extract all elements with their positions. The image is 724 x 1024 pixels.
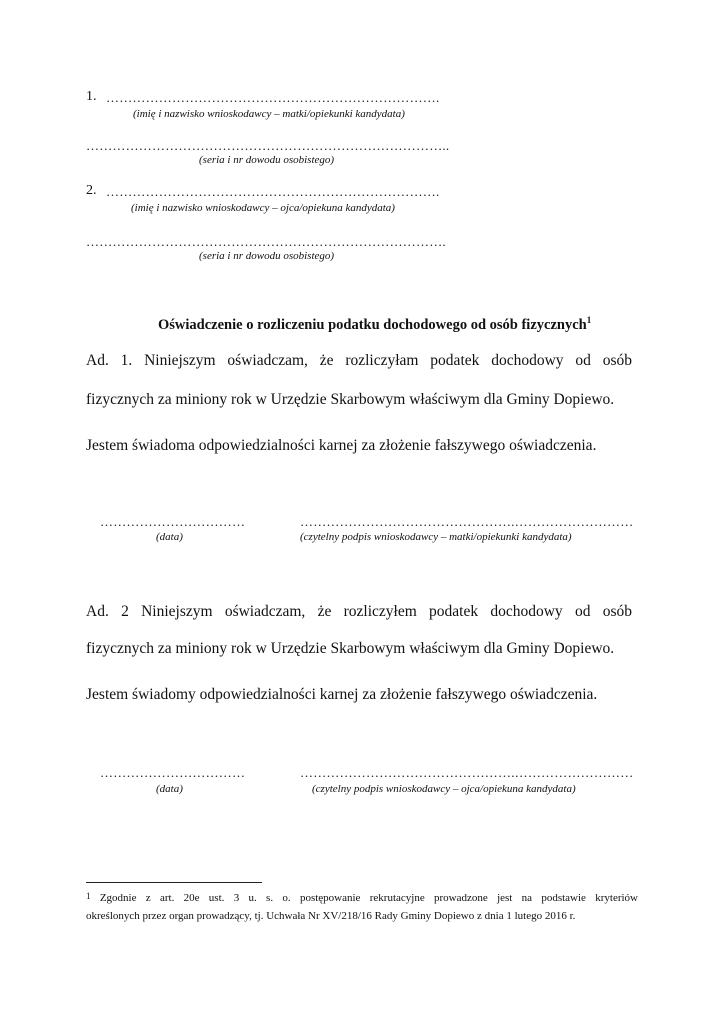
section-2-line-3: Jestem świadomy odpowiedzialności karnej za złożenie fałszywego oświadczenia. [86, 686, 598, 703]
document-title [158, 317, 591, 334]
applicant-2-name-field: …………………………………………………………………. [106, 184, 440, 199]
section-2-signature-field: ………………………………………….……………………… [300, 765, 634, 780]
section-2-signature-caption: (czytelny podpis wnioskodawcy – ojca/opiekuna kandydata) [312, 783, 576, 795]
footnote-separator [86, 882, 262, 883]
applicant-1-id-caption: (seria i nr dowodu osobistego) [199, 154, 335, 166]
applicant-1-number: 1. [86, 89, 97, 104]
document-title-text: Oświadczenie o rozliczeniu podatku dochodowego od osób fizycznych [158, 317, 587, 333]
section-1-line-1: Ad. 1. Niniejszym oświadczam, że rozliczyłam podatek dochodowy od osób [86, 352, 632, 369]
section-1-date-field: …………………………… [100, 514, 246, 529]
applicant-2-name-caption: (imię i nazwisko wnioskodawcy – ojca/opiekuna kandydata) [131, 202, 395, 214]
footnote [86, 889, 638, 925]
section-1-date-caption: (data) [156, 531, 183, 543]
footnote-line-1-text: Zgodnie z art. 20e ust. 3 u. s. o. postępowanie rekrutacyjne prowadzone jest na podstawie kryteriów [99, 892, 639, 904]
section-2-date-field: …………………………… [100, 765, 246, 780]
section-2-line-1: Ad. 2 Niniejszym oświadczam, że rozliczyłem podatek dochodowy od osób [86, 603, 632, 620]
section-2-line-2: fizycznych za miniony rok w Urzędzie Skarbowym właściwym dla Gminy Dopiewo. [86, 640, 615, 657]
footnote-line-1 [86, 889, 638, 907]
section-1-line-3: Jestem świadoma odpowiedzialności karnej za złożenie fałszywego oświadczenia. [86, 437, 597, 454]
footnote-line-2: określonych przez organ prowadzący, tj. Uchwała Nr XV/218/16 Rady Gminy Dopiewo z dnia 1 lutego 2016 r. [86, 910, 576, 922]
footnote-mark: 1 [86, 891, 91, 901]
section-2-date-caption: (data) [156, 783, 183, 795]
section-1-signature-field: ………………………………………….……………………… [300, 514, 634, 529]
applicant-1-name-caption: (imię i nazwisko wnioskodawcy – matki/opiekunki kandydata) [133, 108, 405, 120]
applicant-2-id-caption: (seria i nr dowodu osobistego) [199, 250, 335, 262]
applicant-1-id-field: ……………………………………………………………………….. [86, 138, 450, 153]
section-1-line-2: fizycznych za miniony rok w Urzędzie Skarbowym właściwym dla Gminy Dopiewo. [86, 391, 615, 408]
applicant-2-number: 2. [86, 183, 97, 198]
title-footnote-mark: 1 [586, 315, 592, 325]
applicant-1-name-field: …………………………………………………………………. [106, 90, 440, 105]
section-1-signature-caption: (czytelny podpis wnioskodawcy – matki/opiekunki kandydata) [300, 531, 572, 543]
applicant-2-id-field: ………………………………………………………………………. [86, 234, 446, 249]
